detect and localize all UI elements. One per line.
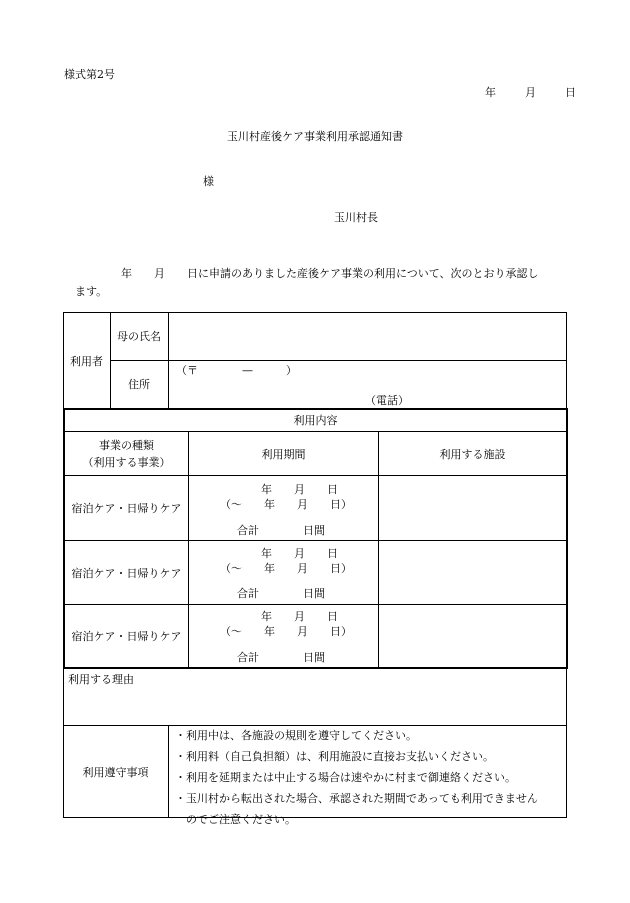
user-label: 利用者	[70, 354, 103, 368]
rule-item: ・玉川村から転出された場合、承認された期間であっても利用できません	[175, 792, 538, 805]
col-header-type	[65, 432, 188, 475]
row-period	[188, 541, 378, 604]
usage-heading: 利用内容	[293, 414, 338, 427]
row-type: 宿泊ケア・日帰りケア	[71, 630, 182, 643]
row-type: 宿泊ケア・日帰りケア	[71, 502, 182, 515]
row-period	[188, 476, 378, 540]
mother-name-field[interactable]	[169, 313, 566, 359]
date-year: 年	[485, 86, 496, 99]
reason-field[interactable]	[64, 688, 566, 724]
mother-name-label: 母の氏名	[117, 330, 161, 343]
recipient-suffix: 様	[203, 175, 214, 188]
rule-item: ・利用中は、各施設の規則を遵守してください。	[175, 729, 417, 742]
row-facility[interactable]	[379, 541, 566, 604]
date-month: 月	[525, 86, 536, 99]
period-start: 年 月 日	[261, 483, 338, 496]
rule-item: のでご注意ください。	[175, 813, 296, 826]
col-header-type-line2: （利用する事業）	[82, 455, 171, 469]
period-total: 合計 日間	[237, 651, 325, 664]
rule-item: ・利用を延期または中止する場合は速やかに村まで御連絡ください。	[175, 771, 516, 784]
intro-line-2: ます。	[75, 285, 108, 298]
rules-label: 利用遵守事項	[82, 765, 149, 779]
form-number: 様式第2号	[64, 68, 115, 81]
col-header-type-line1: 事業の種類	[99, 438, 154, 452]
issue-date	[485, 84, 576, 100]
row-facility[interactable]	[379, 605, 566, 667]
period-start: 年 月 日	[261, 547, 338, 560]
row-facility[interactable]	[379, 476, 566, 540]
col-header-period: 利用期間	[261, 447, 306, 461]
row-type: 宿泊ケア・日帰りケア	[71, 566, 182, 580]
col-header-facility: 利用する施設	[439, 447, 506, 461]
phone-label: （電話）	[365, 394, 409, 407]
period-total: 合計 日間	[237, 524, 325, 537]
period-start: 年 月 日	[261, 610, 338, 623]
date-day: 日	[565, 86, 576, 99]
period-total: 合計 日間	[237, 587, 325, 600]
row-period	[188, 605, 378, 667]
intro-line-1: 年 月 日に申請のありました産後ケア事業の利用について、次のとおり承認し	[121, 267, 539, 280]
address-label: 住所	[128, 378, 150, 391]
document-title: 玉川村産後ケア事業利用承認通知書	[227, 130, 403, 143]
postal-code: （〒 — ）	[176, 364, 297, 377]
reason-label: 利用する理由	[68, 673, 134, 686]
rule-item: ・利用料（自己負担額）は、利用施設に直接お支払いください。	[175, 750, 494, 763]
period-end: （～ 年 月 日）	[220, 562, 352, 575]
period-end: （～ 年 月 日）	[220, 498, 352, 511]
rules-list	[175, 725, 538, 830]
issuer-name: 玉川村長	[334, 211, 378, 224]
period-end: （～ 年 月 日）	[220, 625, 352, 638]
